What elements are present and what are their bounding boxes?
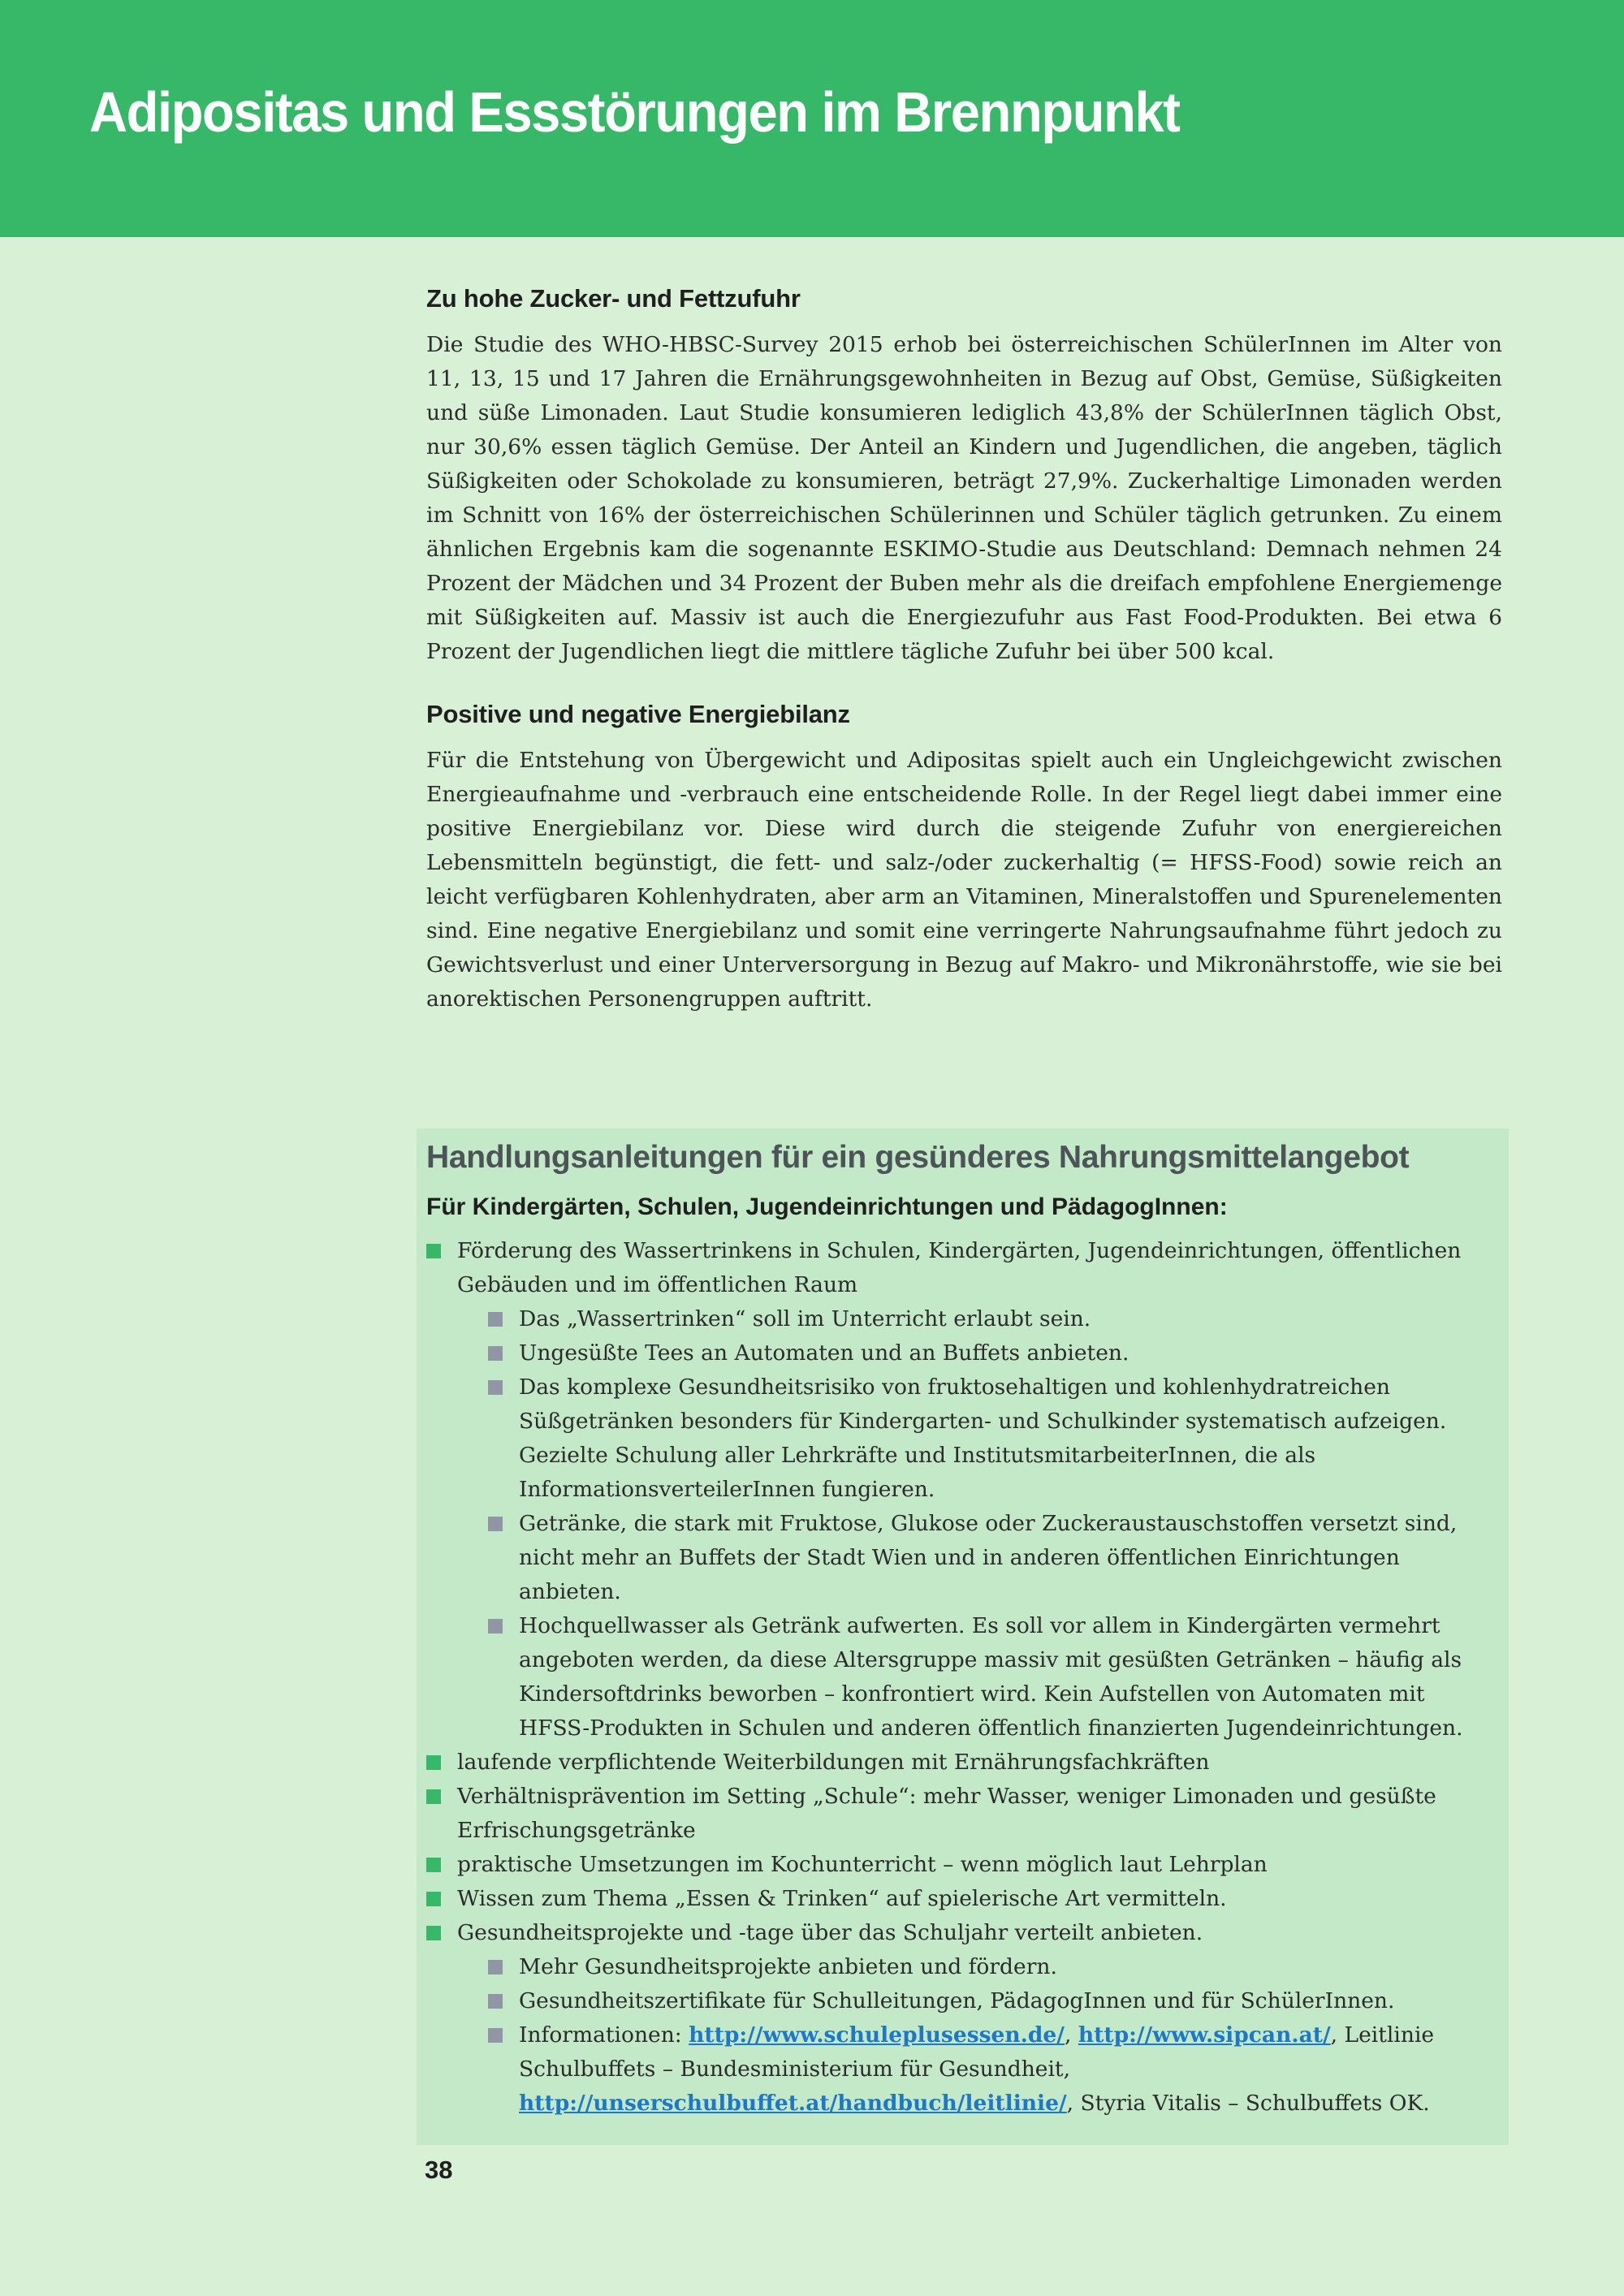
sub-list — [457, 1302, 1502, 1746]
header-band — [0, 0, 1624, 237]
list-item-text: Förderung des Wassertrinkens in Schulen, Kindergärten, Jugendeinrichtungen, öffentlichen Gebäuden und im öffentlichen Raum — [457, 1238, 1462, 1297]
sub-list-item — [488, 2018, 1502, 2121]
square-bullet-icon — [488, 1994, 503, 2009]
sub-list-item-text: Getränke, die stark mit Fruktose, Glukose oder Zuckeraustauschstoffen versetzt sind, nicht mehr an Buffets der Stadt Wien und in anderen öffentlichen Einrichtungen anbieten. — [519, 1511, 1458, 1604]
list-item — [426, 1848, 1502, 1882]
sub-list-item — [488, 1336, 1502, 1370]
sub-list-item — [488, 1609, 1502, 1746]
article-content — [426, 284, 1502, 1016]
square-bullet-icon — [426, 1892, 441, 1906]
sub-list-item-text: Das komplexe Gesundheitsrisiko von fruktosehaltigen und kohlenhydratreichen Süßgetränken besonders für Kindergarten- und Schulkinder systematisch aufzeigen. Gezielte Schulung aller Lehrkräfte und InstitutsmitarbeiterInnen, die als InformationsverteilerInnen fungieren. — [519, 1375, 1447, 1502]
square-bullet-icon — [426, 1789, 441, 1804]
list-item — [426, 1916, 1502, 2121]
sub-list-item — [488, 1370, 1502, 1507]
sub-list-item — [488, 1507, 1502, 1609]
list-item-text: Verhältnisprävention im Setting „Schule“: mehr Wasser, weniger Limonaden und gesüßte Erfrischungsgetränke — [457, 1784, 1436, 1843]
square-bullet-icon — [488, 1346, 503, 1361]
list-item-text: Wissen zum Thema „Essen & Trinken“ auf spielerische Art vermitteln. — [457, 1886, 1227, 1911]
recommendation-list — [426, 1234, 1502, 2121]
list-item — [426, 1780, 1502, 1848]
sub-list-item — [488, 1302, 1502, 1336]
square-bullet-icon — [488, 1380, 503, 1395]
page-title: Adipositas und Essstörungen im Brennpunkt — [89, 80, 1180, 144]
info-suffix: , Styria Vitalis – Schulbuffets OK. — [1066, 2091, 1430, 2116]
box-subtitle: Für Kindergärten, Schulen, Jugendeinrichtungen und PädagogInnen: — [426, 1193, 1228, 1220]
section-paragraph: Für die Entstehung von Übergewicht und Adipositas spielt auch ein Ungleichgewicht zwischen Energieaufnahme und -verbrauch eine entscheidende Rolle. In der Regel liegt dabei immer eine positive Energiebilanz vor. Diese wird durch die steigende Zufuhr von energiereichen Lebensmitteln begünstigt, die fett- und salz-/oder zuckerhaltig (= HFSS-Food) sowie reich an leicht verfügbaren Kohlenhydraten, aber arm an Vitaminen, Mineralstoffen und Spurenelementen sind. Eine negative Energiebilanz und somit eine verringerte Nahrungsaufnahme führt jedoch zu Gewichtsverlust und einer Unterversorgung in Bezug auf Makro- und Mikronährstoffe, wie sie bei anorektischen Personengruppen auftritt. — [426, 748, 1502, 1012]
sub-list — [457, 1950, 1502, 2121]
link-schuleplusessen[interactable]: http://www.schuleplusessen.de/ — [689, 2022, 1065, 2048]
sub-list-item-text: Mehr Gesundheitsprojekte anbieten und fördern. — [519, 1954, 1057, 1979]
sub-list-item-text: Das „Wassertrinken“ soll im Unterricht erlaubt sein. — [519, 1306, 1091, 1331]
section-heading: Positive und negative Energiebilanz — [426, 700, 850, 728]
info-middle-text: , Leitlinie Schulbuffets – Bundesministerium für Gesundheit, — [519, 2022, 1435, 2082]
link-sipcan[interactable]: http://www.sipcan.at/ — [1078, 2022, 1331, 2048]
square-bullet-icon — [488, 1960, 503, 1974]
list-item-text: Gesundheitsprojekte und -tage über das Schuljahr verteilt anbieten. — [457, 1920, 1203, 1945]
list-item — [426, 1882, 1502, 1916]
sub-list-item — [488, 1950, 1502, 1984]
sub-list-item-text: Gesundheitszertifikate für Schulleitungen, PädagogInnen und für SchülerInnen. — [519, 1988, 1395, 2013]
square-bullet-icon — [488, 1517, 503, 1531]
page-number: 38 — [425, 2156, 453, 2184]
section-paragraph: Die Studie des WHO-HBSC-Survey 2015 erhob bei österreichischen SchülerInnen im Alter von 11, 13, 15 und 17 Jahren die Ernährungsgewohnheiten in Bezug auf Obst, Gemüse, Süßigkeiten und süße Limonaden. Laut Studie konsumieren lediglich 43,8% der SchülerInnen täglich Obst, nur 30,6% essen täglich Gemüse. Der Anteil an Kindern und Jugendlichen, die angeben, täglich Süßigkeiten oder Schokolade zu konsumieren, beträgt 27,9%. Zuckerhaltige Limonaden werden im Schnitt von 16% der österreichischen Schülerinnen und Schüler täglich getrunken. Zu einem ähnlichen Ergebnis kam die sogenannte ESKIMO-Studie aus Deutschland: Demnach nehmen 24 Prozent der Mädchen und 34 Prozent der Buben mehr als die dreifach empfohlene Energiemenge mit Süßigkeiten auf. Massiv ist auch die Energiezufuhr aus Fast Food-Produkten. Bei etwa 6 Prozent der Jugendlichen liegt die mittlere tägliche Zufuhr bei über 500 kcal. — [426, 332, 1502, 664]
info-separator: , — [1064, 2022, 1078, 2048]
square-bullet-icon — [426, 1858, 441, 1872]
section-energy-balance — [426, 700, 1502, 1016]
list-item-text: praktische Umsetzungen im Kochunterricht – wenn möglich laut Lehrplan — [457, 1852, 1268, 1877]
info-prefix: Informationen: — [519, 2022, 689, 2048]
list-item — [426, 1234, 1502, 1746]
square-bullet-icon — [426, 1244, 441, 1258]
sub-list-item-text: Hochquellwasser als Getränk aufwerten. Es soll vor allem in Kindergärten vermehrt angeboten werden, da diese Altersgruppe massiv mit gesüßten Getränken – häufig als Kindersoftdrinks beworben – konfrontiert wird. Kein Aufstellen von Automaten mit HFSS-Produkten in Schulen und anderen öffentlich finanzierten Jugendeinrichtungen. — [519, 1613, 1463, 1741]
square-bullet-icon — [426, 1755, 441, 1770]
section-sugar-fat — [426, 284, 1502, 669]
sub-list-item-text: Ungesüßte Tees an Automaten und an Buffets anbieten. — [519, 1340, 1129, 1366]
recommendations-box — [417, 1129, 1509, 2145]
square-bullet-icon — [426, 1926, 441, 1940]
sub-list-item — [488, 1984, 1502, 2018]
list-item-text: laufende verpflichtende Weiterbildungen mit Ernährungsfachkräften — [457, 1750, 1210, 1775]
link-unserschulbuffet[interactable]: http://unserschulbuffet.at/handbuch/leitlinie/ — [519, 2091, 1067, 2116]
section-heading: Zu hohe Zucker- und Fettzufuhr — [426, 284, 801, 313]
box-title: Handlungsanleitungen für ein gesünderes Nahrungsmittelangebot — [426, 1140, 1410, 1175]
square-bullet-icon — [488, 2028, 503, 2043]
square-bullet-icon — [488, 1619, 503, 1634]
list-item — [426, 1746, 1502, 1780]
square-bullet-icon — [488, 1312, 503, 1327]
